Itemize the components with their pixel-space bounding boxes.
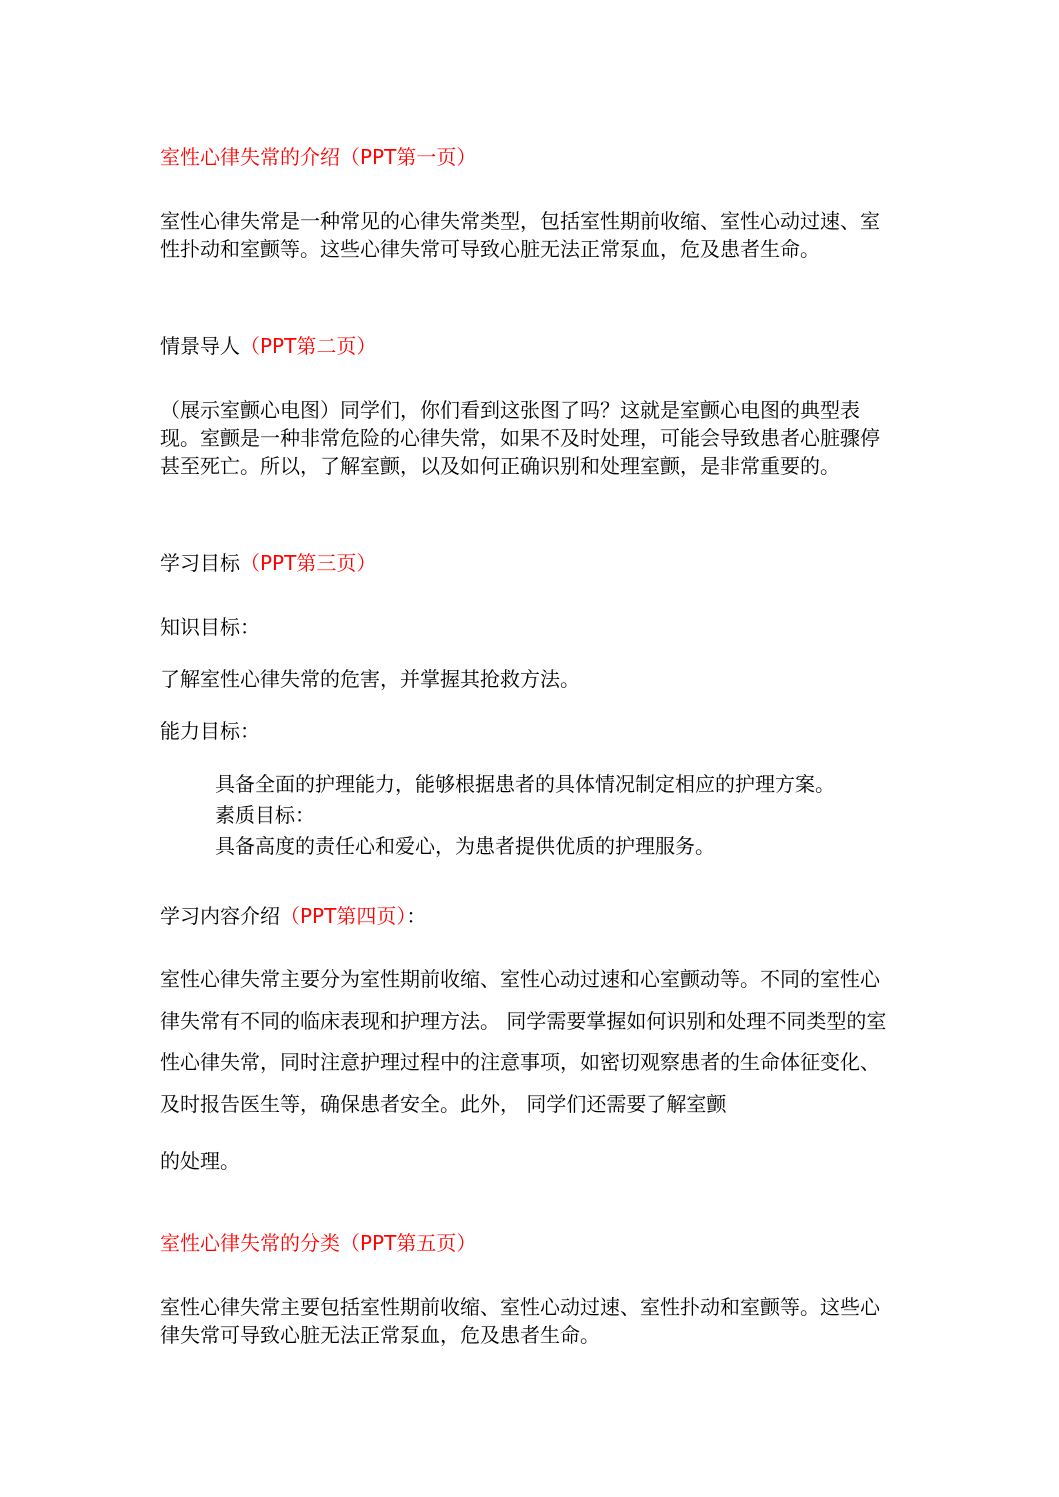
section-1-heading-text: 室性心律失常的介绍 bbox=[160, 145, 340, 169]
quality-goal-text: 具备高度的责任心和爱心，为患者提供优质的护理服务。 bbox=[215, 834, 715, 858]
section-1-heading bbox=[160, 143, 890, 171]
knowledge-goal-text: 了解室性心律失常的危害，并掌握其抢救方法。 bbox=[160, 667, 580, 691]
section-5-heading bbox=[160, 1229, 890, 1257]
section-4-body: 室性心律失常主要分为室性期前收缩、室性心动过速和心室颤动等。不同的室性心律失常有不同的临床表现和护理方法。 同学需要掌握如何识别和处理不同类型的室性心律失常，同时注意护理过程中的注意事项，如密切观察患者的生命体征变化、及时报告医生等，确保患者安全。此外， 同学们还需要了解室颤 bbox=[160, 967, 887, 1116]
section-1-body: 室性心律失常是一种常见的心律失常类型，包括室性期前收缩、室性心动过速、室性扑动和室颤等。这些心律失常可导致心脏无法正常泵血，危及患者生命。 bbox=[160, 209, 880, 261]
section-5-heading-text: 室性心律失常的分类 bbox=[160, 1231, 340, 1255]
section-3-heading-ppt: （PPT第三页） bbox=[240, 551, 377, 575]
section-2-body: （展示室颤心电图）同学们，你们看到这张图了吗？这就是室颤心电图的典型表现。室颤是一种非常危险的心律失常，如果不及时处理，可能会导致患者心脏骤停甚至死亡。所以，了解室颤，以及如何正确识别和处理室颤，是非常重要的。 bbox=[160, 398, 880, 478]
section-2-heading bbox=[160, 332, 890, 360]
section-4-body-tail: 的处理。 bbox=[160, 1149, 240, 1173]
section-2-heading-ppt: （PPT第二页） bbox=[240, 334, 377, 358]
section-5-body: 室性心律失常主要包括室性期前收缩、室性心动过速、室性扑动和室颤等。这些心律失常可导致心脏无法正常泵血，危及患者生命。 bbox=[160, 1295, 880, 1347]
section-5-heading-ppt: （PPT第五页） bbox=[340, 1231, 477, 1255]
section-4-heading-text: 学习内容介绍 bbox=[160, 904, 280, 928]
section-4-heading bbox=[160, 902, 890, 930]
section-3-heading-text: 学习目标 bbox=[160, 551, 240, 575]
section-4-heading-ppt: （PPT第四页） bbox=[280, 904, 407, 928]
quality-goal-label: 素质目标： bbox=[215, 803, 315, 827]
knowledge-goal-label: 知识目标： bbox=[160, 615, 260, 639]
section-2-heading-text: 情景导人 bbox=[160, 334, 240, 358]
section-4-heading-suffix: ： bbox=[406, 904, 427, 928]
ability-goal-text: 具备全面的护理能力，能够根据患者的具体情况制定相应的护理方案。 bbox=[215, 772, 835, 796]
section-3-heading bbox=[160, 549, 890, 577]
ability-goal-label: 能力目标： bbox=[160, 719, 260, 743]
section-1-heading-ppt: （PPT第一页） bbox=[340, 145, 477, 169]
